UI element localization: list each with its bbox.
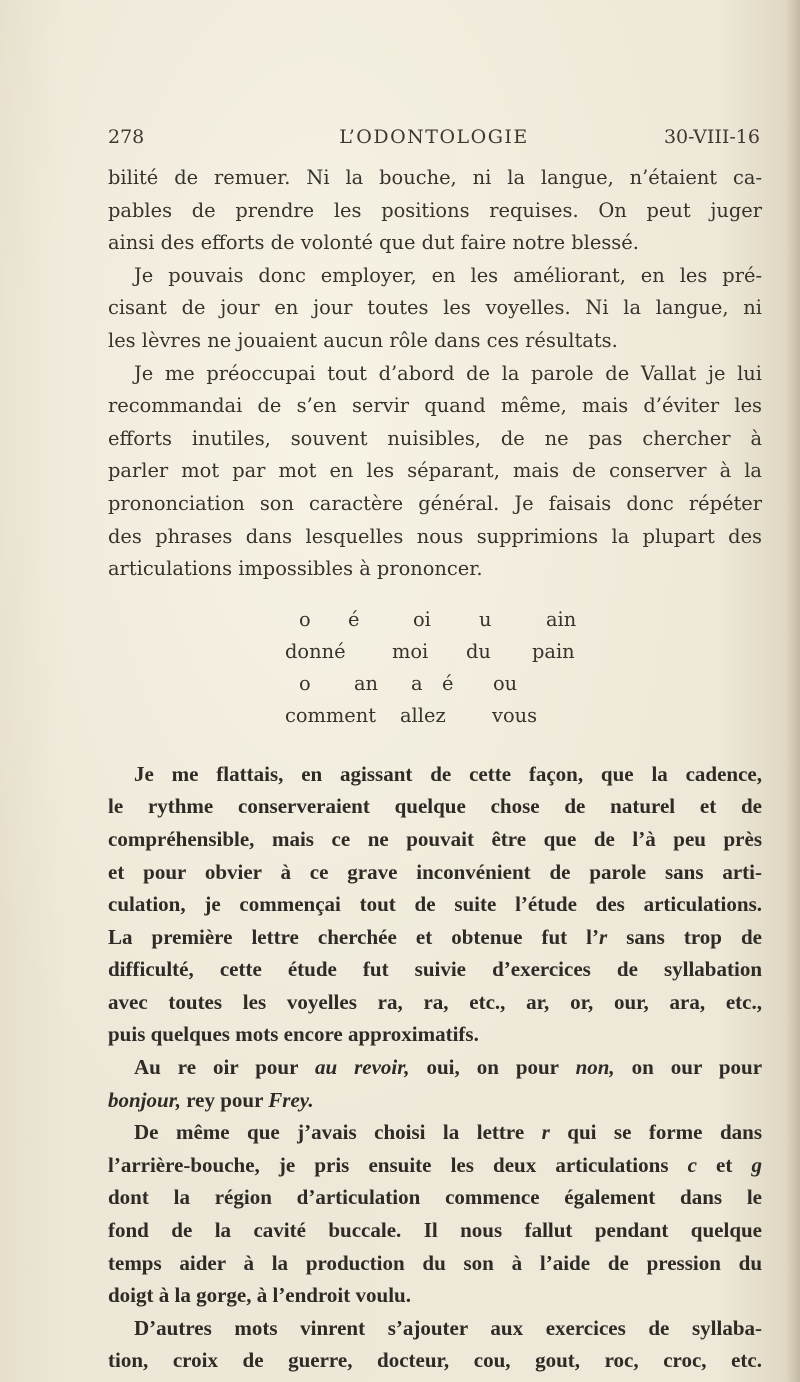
vowel-cell: ain	[546, 607, 577, 631]
vowel-cell: du	[466, 639, 491, 663]
vowel-cell: é	[442, 671, 454, 695]
vowel-row	[108, 608, 762, 640]
text-line: Je me préoccupai tout d’abord de la parole de Vallat je lui	[134, 361, 762, 385]
vowel-exercise-table	[108, 586, 762, 758]
text-span: on our pour	[614, 1055, 763, 1080]
text-line: ainsi des efforts de volonté que dut faire notre blessé.	[108, 231, 639, 255]
vowel-row	[108, 704, 762, 736]
page-body	[108, 162, 762, 1377]
text-line: efforts inutiles, souvent nuisibles, de ne pas chercher à	[108, 426, 762, 450]
running-header	[108, 126, 760, 156]
text-span: et	[696, 1152, 752, 1177]
text-line	[108, 921, 762, 954]
text-line: des phrases dans lesquelles nous supprimions la plupart des	[108, 524, 762, 548]
text-line: cisant de jour en jour toutes les voyelles. Ni la langue, ni	[108, 296, 762, 320]
page-number: 278	[108, 126, 145, 148]
vowel-cell: ou	[493, 671, 518, 695]
vowel-cell: o	[299, 671, 311, 695]
italic-letter: g	[751, 1152, 762, 1177]
vowel-row	[108, 672, 762, 704]
page-edge-shadow	[786, 0, 800, 1382]
text-line: Je me flattais, en agissant de cette façon, que la cadence,	[134, 761, 762, 786]
vowel-cell: oi	[413, 607, 431, 631]
text-span: l’arrière-bouche, je pris ensuite les deux articulations	[108, 1152, 688, 1177]
italic-letter: r	[599, 924, 608, 949]
vowel-cell: comment	[285, 703, 377, 727]
italic-word: bonjour,	[108, 1087, 181, 1112]
text-line: temps aider à la production du son à l’aide de pression du	[108, 1250, 762, 1275]
text-line	[108, 1149, 762, 1182]
text-line: fond de la cavité buccale. Il nous fallut pendant quelque	[108, 1218, 762, 1243]
text-line: parler mot par mot en les séparant, mais de conserver à la	[108, 459, 762, 483]
text-span: oui, on pour	[409, 1055, 576, 1080]
vowel-cell: u	[479, 607, 492, 631]
vowel-row	[108, 640, 762, 672]
issue-date: 30-VIII-16	[663, 126, 760, 148]
italic-letter: r	[541, 1120, 550, 1145]
journal-title: L’ODONTOLOGIE	[339, 126, 529, 148]
text-line: articulations impossibles à prononcer.	[108, 557, 483, 581]
text-line: compréhensible, mais ce ne pouvait être que de l’à peu près	[108, 826, 762, 851]
text-line: et pour obvier à ce grave inconvénient de parole sans arti-	[108, 859, 762, 884]
vowel-cell: moi	[392, 639, 429, 663]
italic-word: non,	[575, 1055, 615, 1080]
text-line: bilité de remuer. Ni la bouche, ni la langue, n’étaient ca-	[108, 166, 762, 189]
text-line: pables de prendre les positions requises. On peut juger	[108, 198, 762, 222]
text-span: Au re oir pour	[134, 1055, 315, 1080]
vowel-cell: donné	[285, 639, 346, 663]
text-span: rey pour	[180, 1087, 269, 1112]
italic-word: au revoir,	[314, 1055, 410, 1080]
text-line: le rythme conserveraient quelque chose de naturel et de	[108, 794, 762, 819]
text-line: les lèvres ne jouaient aucun rôle dans ces résultats.	[108, 328, 618, 352]
vowel-cell: é	[348, 607, 360, 631]
vowel-cell: vous	[492, 703, 538, 727]
text-span: De même que j’avais choisi la lettre	[134, 1120, 542, 1145]
text-line: doigt à la gorge, à l’endroit voulu.	[108, 1283, 411, 1308]
text-line: avec toutes les voyelles ra, ra, etc., ar, or, our, ara, etc.,	[108, 989, 762, 1014]
text-line	[108, 1084, 762, 1117]
text-line: difficulté, cette étude fut suivie d’exercices de syllabation	[108, 957, 762, 982]
text-line: culation, je commençai tout de suite l’étude des articulations.	[108, 892, 762, 917]
text-line: dont la région d’articulation commence également dans le	[108, 1185, 762, 1210]
text-line: Je pouvais donc employer, en les améliorant, en les pré-	[134, 263, 762, 287]
vowel-cell: allez	[400, 703, 446, 727]
text-line	[108, 1116, 762, 1149]
text-span: La première lettre cherchée et obtenue fut l’	[108, 924, 600, 949]
vowel-cell: an	[354, 671, 379, 695]
text-line: puis quelques mots encore approximatifs.	[108, 1022, 479, 1047]
vowel-cell: pain	[532, 639, 575, 663]
text-line: recommandai de s’en servir quand même, mais d’éviter les	[108, 394, 762, 418]
italic-letter: c	[687, 1152, 697, 1177]
vowel-cell: a	[411, 671, 423, 695]
text-line	[108, 1051, 762, 1084]
text-line: D’autres mots vinrent s’ajouter aux exercices de syllaba-	[134, 1315, 762, 1340]
text-span: sans trop de	[607, 924, 762, 949]
vowel-cell: o	[299, 607, 311, 631]
text-line: prononciation son caractère général. Je faisais donc répéter	[108, 491, 762, 515]
italic-word: Frey.	[268, 1087, 314, 1112]
text-line: tion, croix de guerre, docteur, cou, gout, roc, croc, etc.	[108, 1348, 762, 1373]
text-span: qui se forme dans	[549, 1120, 762, 1145]
